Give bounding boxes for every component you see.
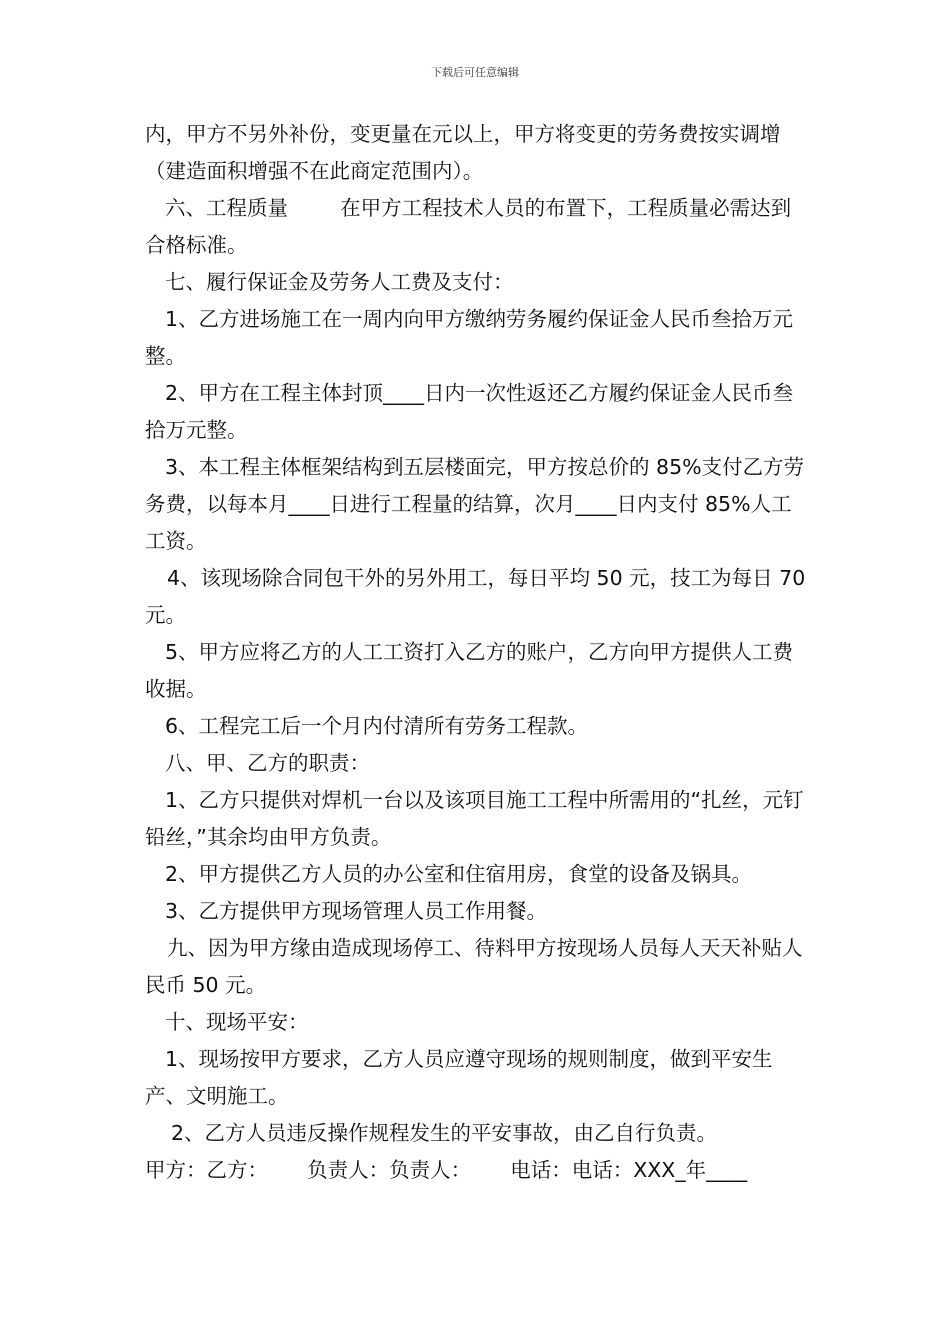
section-ten-item-1: 1、现场按甲方要求，乙方人员应遵守现场的规则制度，做到平安生产、文明施工。 (145, 1047, 773, 1108)
section-seven-item-4: 4、该现场除合同包干外的另外用工，每日平均 50 元，技工为每日 70 元。 (145, 566, 812, 627)
section-six-quality: 六、工程质量 在甲方工程技术人员的布置下，工程质量必需达到合格标准。 (145, 196, 792, 257)
section-seven-item-6: 6、工程完工后一个月内付清所有劳务工程款。 (165, 714, 589, 738)
section-eight-item-2: 2、甲方提供乙方人员的办公室和住宿用房，食堂的设备及锅具。 (165, 862, 753, 886)
section-seven-heading: 七、履行保证金及劳务人工费及支付： (165, 270, 514, 294)
section-seven-item-3: 3、本工程主体框架结构到五层楼面完，甲方按总价的 85%支付乙方劳务费，以每本月____日进行工程量的结算，次月____日内支付 85%人工工资。 (145, 455, 805, 553)
section-eight-item-1: 1、乙方只提供对焊机一台以及该项目施工工程中所需用的“扎丝，元钉铅丝，”其余均由甲方负责。 (145, 788, 804, 849)
section-ten-item-2: 2、乙方人员违反操作规程发生的平安事故，由乙自行负责。 (171, 1121, 718, 1145)
section-eight-heading: 八、甲、乙方的职责： (165, 751, 370, 775)
section-ten-heading: 十、现场平安： (165, 1010, 309, 1034)
section-eight-item-3: 3、乙方提供甲方现场管理人员工作用餐。 (165, 899, 548, 923)
document-body (145, 116, 810, 1189)
section-seven-item-5: 5、甲方应将乙方的人工工资打入乙方的账户，乙方向甲方提供人工费收据。 (145, 640, 794, 701)
paragraph-continuation: 内，甲方不另外补份，变更量在元以上，甲方将变更的劳务费按实调增（建造面积增强不在此商定范围内）。 (145, 122, 781, 183)
section-nine: 九、因为甲方缘由造成现场停工、待料甲方按现场人员每人天天补贴人民币 50 元。 (145, 936, 803, 997)
section-seven-item-1: 1、乙方进场施工在一周内向甲方缴纳劳务履约保证金人民币叁拾万元整。 (145, 307, 794, 368)
section-seven-item-2: 2、甲方在工程主体封顶____日内一次性返还乙方履约保证金人民币叁拾万元整。 (145, 381, 794, 442)
page-header: 下载后可任意编辑 (431, 66, 519, 79)
signature-line: 甲方：乙方： 负责人：负责人： 电话：电话：XXX_年____ (145, 1158, 748, 1182)
